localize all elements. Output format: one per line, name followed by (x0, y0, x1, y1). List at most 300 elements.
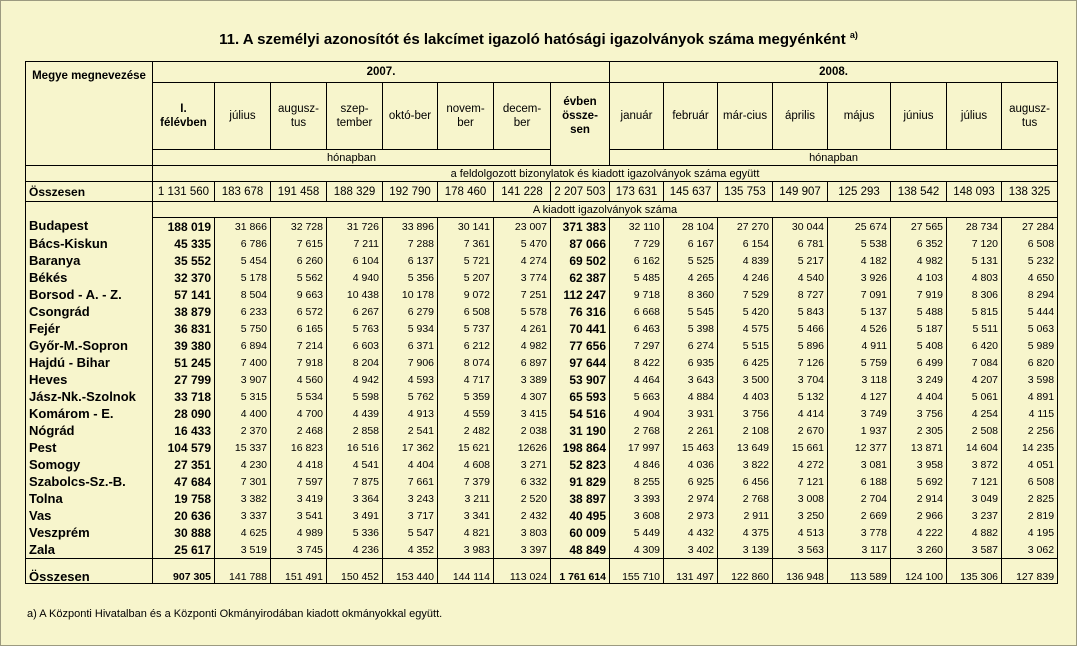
value-cell: 2 819 (1002, 507, 1058, 524)
value-cell: 8 255 (610, 473, 664, 490)
value-cell: 4 375 (718, 524, 773, 541)
month-label: novem-ber (446, 103, 485, 129)
value-cell: 16 433 (153, 422, 215, 439)
value-cell: 3 249 (891, 371, 947, 388)
blank-cell (26, 202, 153, 218)
value-cell: 15 463 (664, 439, 718, 456)
value-cell: 6 603 (327, 337, 383, 354)
value-cell: 4 261 (494, 320, 551, 337)
value-cell: 4 127 (828, 388, 891, 405)
page-title (0, 30, 1077, 48)
month-label: augusz-tus (1009, 103, 1050, 129)
value-cell: 4 940 (327, 269, 383, 286)
value-cell: 65 593 (551, 388, 610, 405)
value-cell: 9 663 (271, 286, 327, 303)
value-cell: 2 825 (1002, 490, 1058, 507)
value-cell: 5 562 (271, 269, 327, 286)
month-label: január (620, 110, 653, 122)
value-cell: 12 377 (828, 439, 891, 456)
value-cell: 6 267 (327, 303, 383, 320)
value-cell: 3 049 (947, 490, 1002, 507)
county-rows (26, 218, 1058, 559)
value-cell: 35 552 (153, 252, 215, 269)
month-header (215, 83, 271, 150)
value-cell: 3 008 (773, 490, 828, 507)
value-cell: 7 729 (610, 235, 664, 252)
value-cell: 33 896 (383, 218, 438, 236)
value-cell: 6 935 (664, 354, 718, 371)
row-label: Bács-Kiskun (26, 235, 153, 252)
value-cell: 7 121 (947, 473, 1002, 490)
table-row (26, 473, 1058, 490)
value-cell: 52 823 (551, 456, 610, 473)
value-cell: 4 195 (1002, 524, 1058, 541)
value-cell: 6 104 (327, 252, 383, 269)
value-cell: 5 398 (664, 320, 718, 337)
month-header (828, 83, 891, 150)
value-cell: 136 948 (773, 559, 828, 584)
row-label: Heves (26, 371, 153, 388)
value-cell: 4 418 (271, 456, 327, 473)
month-label: április (785, 110, 816, 122)
month-header (153, 83, 215, 150)
value-cell: 6 212 (438, 337, 494, 354)
value-cell: 151 491 (271, 559, 327, 584)
value-cell: 6 925 (664, 473, 718, 490)
value-cell: 3 419 (271, 490, 327, 507)
value-cell: 5 132 (773, 388, 828, 405)
month-header (773, 83, 828, 150)
value-cell: 4 989 (271, 524, 327, 541)
month-header (891, 83, 947, 150)
value-cell: 5 232 (1002, 252, 1058, 269)
table-row (26, 541, 1058, 559)
value-cell: 8 204 (327, 354, 383, 371)
value-cell: 4 625 (215, 524, 271, 541)
value-cell: 6 820 (1002, 354, 1058, 371)
value-cell: 32 370 (153, 269, 215, 286)
title-text: 11. A személyi azonosítót és lakcímet igazoló hatósági igazolványok száma megyénként (219, 31, 846, 48)
value-cell: 5 763 (327, 320, 383, 337)
value-cell: 4 982 (891, 252, 947, 269)
value-cell: 3 062 (1002, 541, 1058, 559)
value-cell: 3 587 (947, 541, 1002, 559)
value-cell: 183 678 (215, 182, 271, 202)
value-cell: 5 187 (891, 320, 947, 337)
value-cell: 3 364 (327, 490, 383, 507)
value-cell: 7 121 (773, 473, 828, 490)
table-row (26, 252, 1058, 269)
value-cell: 5 515 (718, 337, 773, 354)
value-cell: 144 114 (438, 559, 494, 584)
value-cell: 4 352 (383, 541, 438, 559)
value-cell: 5 137 (828, 303, 891, 320)
value-cell: 4 439 (327, 405, 383, 422)
value-cell: 4 274 (494, 252, 551, 269)
value-cell: 7 211 (327, 235, 383, 252)
table-row (26, 388, 1058, 405)
value-cell: 4 414 (773, 405, 828, 422)
combined-label: a feldolgozott bizonylatok és kiadott igazolványok száma együtt (153, 166, 1058, 182)
value-cell: 4 884 (664, 388, 718, 405)
value-cell: 153 440 (383, 559, 438, 584)
value-cell: 70 441 (551, 320, 610, 337)
row-label: Budapest (26, 218, 153, 236)
month-header (1002, 83, 1058, 150)
value-cell: 3 541 (271, 507, 327, 524)
value-cell: 5 454 (215, 252, 271, 269)
value-cell: 5 359 (438, 388, 494, 405)
value-cell: 4 913 (383, 405, 438, 422)
value-cell: 27 270 (718, 218, 773, 236)
value-cell: 5 598 (327, 388, 383, 405)
value-cell: 2 541 (383, 422, 438, 439)
value-cell: 4 560 (271, 371, 327, 388)
value-cell: 4 246 (718, 269, 773, 286)
value-cell: 3 397 (494, 541, 551, 559)
month-label: évben össze-sen (562, 96, 598, 137)
value-cell: 97 644 (551, 354, 610, 371)
value-cell: 31 726 (327, 218, 383, 236)
value-cell: 3 756 (891, 405, 947, 422)
value-cell: 5 063 (1002, 320, 1058, 337)
month-header (383, 83, 438, 150)
value-cell: 4 432 (664, 524, 718, 541)
value-cell: 28 104 (664, 218, 718, 236)
value-cell: 2 911 (718, 507, 773, 524)
value-cell: 27 799 (153, 371, 215, 388)
value-cell: 9 072 (438, 286, 494, 303)
value-cell: 32 110 (610, 218, 664, 236)
value-cell: 127 839 (1002, 559, 1058, 584)
value-cell: 4 821 (438, 524, 494, 541)
row-label: Összesen (26, 182, 153, 202)
value-cell: 188 329 (327, 182, 383, 202)
value-cell: 2 974 (664, 490, 718, 507)
value-cell: 28 090 (153, 405, 215, 422)
value-cell: 3 926 (828, 269, 891, 286)
value-cell: 3 211 (438, 490, 494, 507)
value-cell: 188 019 (153, 218, 215, 236)
value-cell: 2 858 (327, 422, 383, 439)
table-row (26, 320, 1058, 337)
value-cell: 8 360 (664, 286, 718, 303)
value-cell: 141 788 (215, 559, 271, 584)
row-label: Somogy (26, 456, 153, 473)
month-label: decem-ber (502, 103, 542, 129)
value-cell: 3 081 (828, 456, 891, 473)
row-label: Csongrád (26, 303, 153, 320)
value-cell: 6 371 (383, 337, 438, 354)
row-label: Borsod - A. - Z. (26, 286, 153, 303)
value-cell: 178 460 (438, 182, 494, 202)
value-cell: 4 404 (383, 456, 438, 473)
value-cell: 5 356 (383, 269, 438, 286)
value-cell: 145 637 (664, 182, 718, 202)
value-cell: 69 502 (551, 252, 610, 269)
value-cell: 138 542 (891, 182, 947, 202)
value-cell: 3 717 (383, 507, 438, 524)
value-cell: 91 829 (551, 473, 610, 490)
value-cell: 19 758 (153, 490, 215, 507)
value-cell: 15 621 (438, 439, 494, 456)
value-cell: 135 306 (947, 559, 1002, 584)
value-cell: 12626 (494, 439, 551, 456)
value-cell: 4 541 (327, 456, 383, 473)
month-header-row (26, 83, 1058, 150)
value-cell: 4 891 (1002, 388, 1058, 405)
value-cell: 3 745 (271, 541, 327, 559)
value-cell: 125 293 (828, 182, 891, 202)
table-row (26, 235, 1058, 252)
value-cell: 5 750 (215, 320, 271, 337)
value-cell: 4 904 (610, 405, 664, 422)
total-col-continuation (551, 150, 610, 166)
value-cell: 5 449 (610, 524, 664, 541)
value-cell: 3 778 (828, 524, 891, 541)
value-cell: 7 301 (215, 473, 271, 490)
value-cell: 87 066 (551, 235, 610, 252)
value-cell: 113 024 (494, 559, 551, 584)
value-cell: 5 488 (891, 303, 947, 320)
value-cell: 4 051 (1002, 456, 1058, 473)
value-cell: 113 589 (828, 559, 891, 584)
value-cell: 5 545 (664, 303, 718, 320)
value-cell: 6 781 (773, 235, 828, 252)
value-cell: 2 768 (718, 490, 773, 507)
honapban-2007: hónapban (153, 150, 551, 166)
value-cell: 3 643 (664, 371, 718, 388)
value-cell: 4 575 (718, 320, 773, 337)
value-cell: 30 044 (773, 218, 828, 236)
value-cell: 7 120 (947, 235, 1002, 252)
value-cell: 4 236 (327, 541, 383, 559)
value-cell: 6 894 (215, 337, 271, 354)
value-cell: 38 879 (153, 303, 215, 320)
value-cell: 53 907 (551, 371, 610, 388)
value-cell: 47 684 (153, 473, 215, 490)
value-cell: 4 593 (383, 371, 438, 388)
value-cell: 131 497 (664, 559, 718, 584)
value-cell: 57 141 (153, 286, 215, 303)
value-cell: 6 508 (1002, 473, 1058, 490)
value-cell: 149 907 (773, 182, 828, 202)
value-cell: 2 704 (828, 490, 891, 507)
value-cell: 135 753 (718, 182, 773, 202)
value-cell: 13 649 (718, 439, 773, 456)
value-cell: 2 508 (947, 422, 1002, 439)
value-cell: 6 279 (383, 303, 438, 320)
value-cell: 31 866 (215, 218, 271, 236)
value-cell: 40 495 (551, 507, 610, 524)
value-cell: 7 251 (494, 286, 551, 303)
issued-label: A kiadott igazolványok száma (153, 202, 1058, 218)
table-row (26, 524, 1058, 541)
value-cell: 28 734 (947, 218, 1002, 236)
table-row (26, 303, 1058, 320)
value-cell: 6 233 (215, 303, 271, 320)
value-cell: 25 674 (828, 218, 891, 236)
table-row (26, 354, 1058, 371)
value-cell: 2 261 (664, 422, 718, 439)
value-cell: 5 989 (1002, 337, 1058, 354)
value-cell: 7 615 (271, 235, 327, 252)
value-cell: 3 237 (947, 507, 1002, 524)
value-cell: 20 636 (153, 507, 215, 524)
value-cell: 1 131 560 (153, 182, 215, 202)
table-row (26, 507, 1058, 524)
row-label: Pest (26, 439, 153, 456)
row-label: Zala (26, 541, 153, 559)
value-cell: 15 337 (215, 439, 271, 456)
value-cell: 7 214 (271, 337, 327, 354)
value-cell: 27 284 (1002, 218, 1058, 236)
value-cell: 6 154 (718, 235, 773, 252)
value-cell: 7 918 (271, 354, 327, 371)
table-row (26, 490, 1058, 507)
value-cell: 62 387 (551, 269, 610, 286)
row-label: Győr-M.-Sopron (26, 337, 153, 354)
value-cell: 4 839 (718, 252, 773, 269)
value-cell: 10 178 (383, 286, 438, 303)
value-cell: 2 305 (891, 422, 947, 439)
value-cell: 2 482 (438, 422, 494, 439)
value-cell: 8 294 (1002, 286, 1058, 303)
value-cell: 14 235 (1002, 439, 1058, 456)
row-label: Komárom - E. (26, 405, 153, 422)
value-cell: 2 520 (494, 490, 551, 507)
month-label: február (672, 110, 709, 122)
value-cell: 4 540 (773, 269, 828, 286)
value-cell: 33 718 (153, 388, 215, 405)
value-cell: 198 864 (551, 439, 610, 456)
value-cell: 6 456 (718, 473, 773, 490)
row-label: Tolna (26, 490, 153, 507)
value-cell: 3 117 (828, 541, 891, 559)
value-cell: 51 245 (153, 354, 215, 371)
value-cell: 5 843 (773, 303, 828, 320)
row-label: Jász-Nk.-Szolnok (26, 388, 153, 405)
value-cell: 10 438 (327, 286, 383, 303)
value-cell: 4 403 (718, 388, 773, 405)
value-cell: 5 207 (438, 269, 494, 286)
value-cell: 6 420 (947, 337, 1002, 354)
value-cell: 8 074 (438, 354, 494, 371)
value-cell: 5 131 (947, 252, 1002, 269)
value-cell: 4 182 (828, 252, 891, 269)
value-cell: 6 499 (891, 354, 947, 371)
value-cell: 112 247 (551, 286, 610, 303)
table-row (26, 286, 1058, 303)
value-cell: 5 217 (773, 252, 828, 269)
value-cell: 5 336 (327, 524, 383, 541)
value-cell: 3 341 (438, 507, 494, 524)
value-cell: 6 137 (383, 252, 438, 269)
value-cell: 6 260 (271, 252, 327, 269)
value-cell: 5 538 (828, 235, 891, 252)
value-cell: 5 721 (438, 252, 494, 269)
value-cell: 5 934 (383, 320, 438, 337)
value-cell: 4 272 (773, 456, 828, 473)
value-cell: 4 207 (947, 371, 1002, 388)
value-cell: 7 361 (438, 235, 494, 252)
value-cell: 5 061 (947, 388, 1002, 405)
value-cell: 3 402 (664, 541, 718, 559)
value-cell: 4 254 (947, 405, 1002, 422)
month-header (271, 83, 327, 150)
value-cell: 13 871 (891, 439, 947, 456)
value-cell: 4 526 (828, 320, 891, 337)
value-cell: 77 656 (551, 337, 610, 354)
value-cell: 3 563 (773, 541, 828, 559)
row-label: Nógrád (26, 422, 153, 439)
value-cell: 3 872 (947, 456, 1002, 473)
table-row (26, 269, 1058, 286)
value-cell: 191 458 (271, 182, 327, 202)
value-cell: 5 534 (271, 388, 327, 405)
value-cell: 15 661 (773, 439, 828, 456)
value-cell: 4 608 (438, 456, 494, 473)
value-cell: 3 260 (891, 541, 947, 559)
value-cell: 8 727 (773, 286, 828, 303)
value-cell: 16 516 (327, 439, 383, 456)
value-cell: 3 250 (773, 507, 828, 524)
value-cell: 9 718 (610, 286, 664, 303)
table-row (26, 422, 1058, 439)
value-cell: 36 831 (153, 320, 215, 337)
value-cell: 5 759 (828, 354, 891, 371)
value-cell: 32 728 (271, 218, 327, 236)
value-cell: 192 790 (383, 182, 438, 202)
value-cell: 8 422 (610, 354, 664, 371)
value-cell: 3 271 (494, 456, 551, 473)
value-cell: 150 452 (327, 559, 383, 584)
row-label: Hajdú - Bihar (26, 354, 153, 371)
value-cell: 4 307 (494, 388, 551, 405)
value-cell: 7 400 (215, 354, 271, 371)
year-2007-header: 2007. (153, 62, 610, 83)
value-cell: 17 997 (610, 439, 664, 456)
value-cell: 27 351 (153, 456, 215, 473)
value-cell: 4 115 (1002, 405, 1058, 422)
value-cell: 48 849 (551, 541, 610, 559)
value-cell: 6 786 (215, 235, 271, 252)
value-cell: 122 860 (718, 559, 773, 584)
value-cell: 3 382 (215, 490, 271, 507)
value-cell: 5 444 (1002, 303, 1058, 320)
value-cell: 6 188 (828, 473, 891, 490)
value-cell: 7 126 (773, 354, 828, 371)
value-cell: 2 768 (610, 422, 664, 439)
value-cell: 6 463 (610, 320, 664, 337)
value-cell: 5 525 (664, 252, 718, 269)
table-row (26, 371, 1058, 388)
value-cell: 138 325 (1002, 182, 1058, 202)
value-cell: 7 919 (891, 286, 947, 303)
row-label: Baranya (26, 252, 153, 269)
month-header (610, 83, 664, 150)
value-cell: 3 598 (1002, 371, 1058, 388)
value-cell: 5 511 (947, 320, 1002, 337)
footnote: a) A Központi Hivatalban és a Központi Okmányirodában kiadott okmányokkal együtt. (27, 608, 443, 620)
value-cell: 5 178 (215, 269, 271, 286)
month-label: június (903, 110, 934, 122)
honapban-2008: hónapban (610, 150, 1058, 166)
month-label: május (843, 110, 875, 122)
table-row (26, 218, 1058, 236)
value-cell: 4 700 (271, 405, 327, 422)
value-cell: 5 466 (773, 320, 828, 337)
